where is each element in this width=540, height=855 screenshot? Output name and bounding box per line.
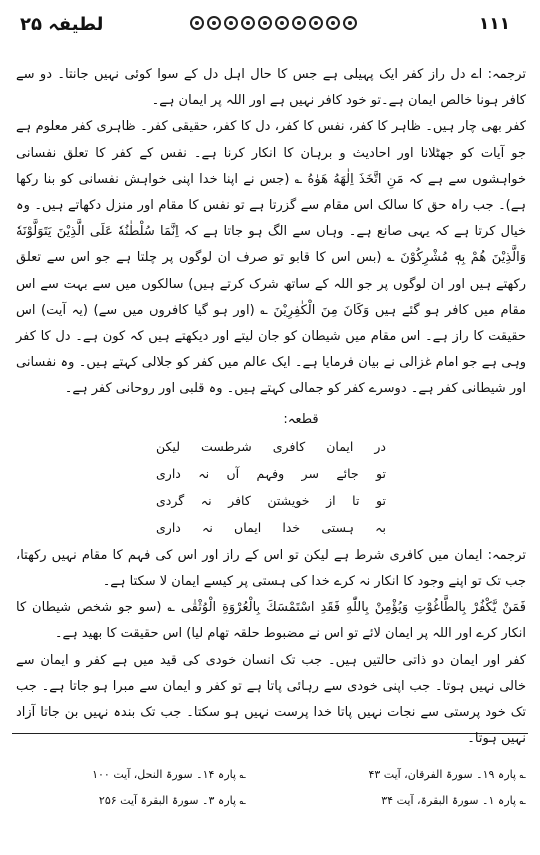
ornament-ring-icon — [241, 16, 255, 30]
chapter-title: لطیفہ ۲۵ — [20, 14, 104, 35]
ornament-ring-icon — [275, 16, 289, 30]
ornament-ring-icon — [292, 16, 306, 30]
ornament-ring-icon — [258, 16, 272, 30]
footnote: ؎ پارہ ۱۹۔ سورۃ الفرقان، آیت ۴۳ — [368, 768, 526, 781]
translation-paragraph: ترجمہ: اے دل راز کفر ایک پہیلی ہے جس کا حال اہل دل کے سوا کوئی نہیں جانتا۔ دو سے کافر ہونا خالص ایمان ہے۔تو خود کافر نہیں ہے اور اللہ پر ایمان ہے۔ — [16, 67, 526, 109]
verse-line: بہ ہستی خدا ایماں نہ داری — [156, 519, 386, 535]
page-header — [10, 10, 530, 42]
footnote: ؎ پارہ ۱۴۔ سورۃ النحل، آیت ۱۰۰ — [92, 768, 246, 781]
page-body — [16, 62, 526, 752]
ornament-ring-icon — [309, 16, 323, 30]
ornament-ring-icon — [207, 16, 221, 30]
verse-line: در ایمان کافری شرطست لیکن — [156, 438, 386, 454]
ornament-ring-icon — [190, 16, 204, 30]
qita-label: قطعہ: — [283, 411, 319, 427]
qita-block — [16, 407, 526, 541]
closing-paragraph: کفر اور ایمان دو ذاتی حالتیں ہیں۔ جب تک انسان خودی کی قید میں ہے کفر و ایمان سے خالی نہیں ہوتا۔ جب اپنی خودی سے رہائی پاتا ہے تو کفر و ایمان سے مبرا ہو جاتا ہے۔ جب تک خود پرستی سے نجات نہیں پاتا خدا پرست نہیں ہو سکتا۔ جب تک بندہ نہیں بن جاتا آزاد نہیں ہوتا۔ — [16, 652, 526, 747]
verse-line: تو جائے سر وفہم آں نہ داری — [156, 465, 386, 481]
header-ornament — [190, 16, 357, 30]
ornament-ring-icon — [224, 16, 238, 30]
page-number: ۱۱۱ — [478, 14, 510, 34]
ornament-ring-icon — [326, 16, 340, 30]
quran-verse-paragraph: فَمَنْ يَّكْفُرْ بِالطَّاغُوْتِ وَيُؤْمِنْ بِاللّٰهِ فَقَدِ اسْتَمْسَكَ بِالْعُرْوَةِ الْوُثْقٰى ؎ (سو جو شخص شیطان کا انکار کرے اور اللہ پر ایمان لائے تو اس نے مضبوط حلقہ تھام لیا) اس حقیقت کا بھید ہے۔ — [16, 600, 526, 642]
footnote-divider — [12, 733, 528, 734]
verse-line: تو تا از خویشتن کافر نہ گردی — [156, 492, 386, 508]
four-kinds-of-kufr-paragraph: کفر بھی چار ہیں۔ ظاہر کا کفر، نفس کا کفر، دل کا کفر، حقیقی کفر۔ ظاہری کفر معلوم ہے جو آیات کو جھٹلانا اور احادیث و برہان کا انکار کرنا ہے۔ نفس کے کفر کا تعلق نفسانی خواہشوں سے ہے کہ مَنِ اتَّخَذَ اِلٰهَهُ هَوٰهُ ؎ (جس نے اپنا خدا اپنی خواہش نفسانی کو بنا رکھا ہے)۔ جب راہ حق کا سالک اس مقام سے گزرتا ہے تو نفس کا مقام اور منزل دکھاتے ہیں۔ وہ خیال کرتا ہے کہ یہی صانع ہے۔ وہاں سے الگ ہو جاتا ہے کہ اِنَّمَا سُلْطٰنُهٗ عَلَى الَّذِيْنَ يَتَوَلَّوْنَهٗ وَالَّذِيْنَ هُمْ بِهٖ مُشْرِكُوْنَ ؎ (بس اس کا قابو تو صرف ان لوگوں پر چلتا ہے جو اس سے تعلق رکھتے ہیں اور ان لوگوں پر جو اللہ کے ساتھ شرک کرتے ہیں) سالکوں میں سے بہت سے اس مقام میں کافر ہو گئے ہیں وَكَانَ مِنَ الْكٰفِرِيْنَ ؎ (اور ہو گیا کافروں میں سے) (یہ آیت) اس حقیقت کا راز ہے۔ اس مقام میں شیطان کو جان لیتے اور دیکھتے ہیں کہ کون ہے۔ دل کا کفر وہی ہے جو امام غزالی نے بیان فرمایا ہے۔ ایک عالم میں کفر کو جلالی کہتے ہیں۔ وہ نفسانی اور شیطانی کفر ہے۔ دوسرے کفر کو جمالی کہتے ہیں۔ وہ قلبی اور روحانی کفر ہے۔ — [16, 119, 526, 397]
footnote: ؎ پارہ ۱۔ سورۃ البقرۃ، آیت ۳۴ — [381, 794, 526, 807]
footnote: ؎ پارہ ۳۔ سورۃ البقرۃ آیت ۲۵۶ — [98, 794, 246, 807]
ornament-ring-icon — [343, 16, 357, 30]
verse-translation-paragraph: ترجمہ: ایمان میں کافری شرط ہے لیکن تو اس کے راز اور اس کی فہم کا مقام نہیں رکھتا، جب تک تو اپنے وجود کا انکار نہ کرے خدا کی ہستی پر کیسے ایمان لا سکتا ہے۔ — [16, 547, 526, 590]
